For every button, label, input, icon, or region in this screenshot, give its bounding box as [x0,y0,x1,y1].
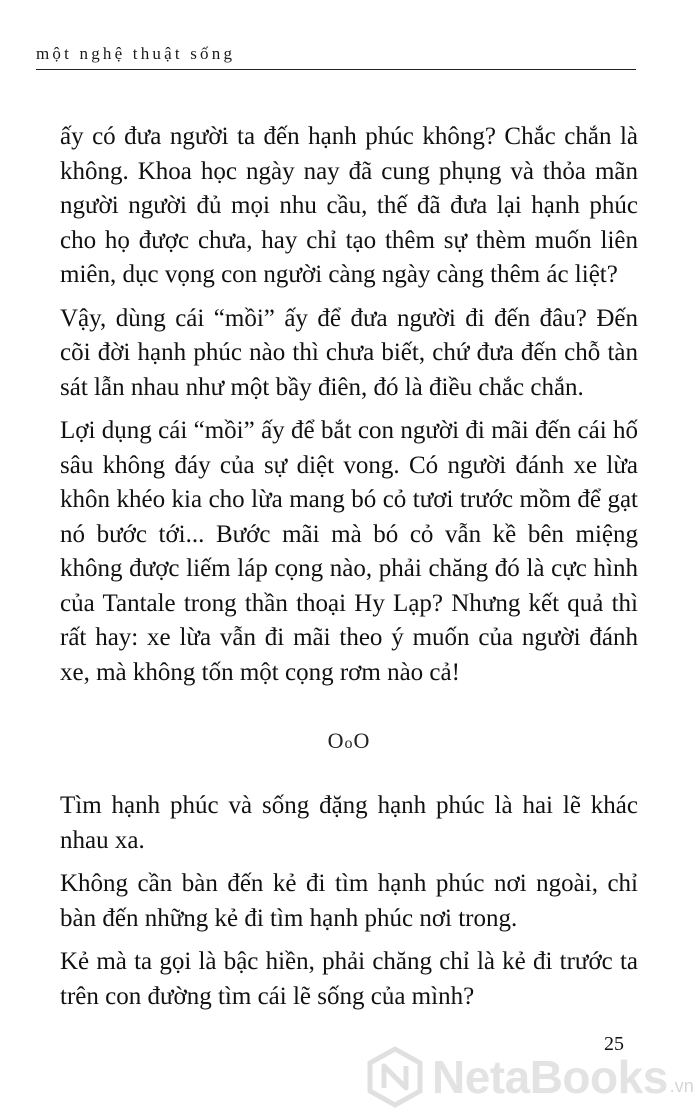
section-divider [60,726,638,759]
header-rule [36,69,636,70]
netabooks-logo-icon [364,1046,426,1108]
paragraph: Vậy, dùng cái “mồi” ấy để đưa người đi đến đâu? Đến cõi đời hạnh phúc nào thì chưa biết, chứ đưa đến chỗ tàn sát lẫn nhau như một bầy điên, đó là điều chắc chắn. [60,304,638,401]
divider-circle: O [353,728,371,753]
divider-circle-small: o [344,735,354,752]
paragraph: Kẻ mà ta gọi là bậc hiền, phải chăng chỉ là kẻ đi trước ta trên con đường tìm cái lẽ sống của mình? [60,948,638,1010]
watermark-tld: .vn [669,1075,694,1096]
page-number: 25 [604,1033,624,1055]
page-body [60,120,638,1023]
paragraph: Tìm hạnh phúc và sống đặng hạnh phúc là hai lẽ khác nhau xa. [60,792,638,854]
watermark-brand: NetaBooks [432,1051,668,1103]
divider-circle: O [327,728,345,753]
running-header: một nghệ thuật sống [36,44,236,63]
paragraph: Lợi dụng cái “mồi” ấy để bắt con người đi mãi đến cái hố sâu không đáy của sự diệt vong. Có người đánh xe lừa khôn khéo kia cho lừa mang bó cỏ tươi trước mồm để gạt nó bước tới... Bước mãi mà bó cỏ vẫn kề bên miệng không được liếm láp cọng nào, phải chăng đó là cực hình của Tantale trong thần thoại Hy Lạp? Nhưng kết quả thì rất hay: xe lừa vẫn đi mãi theo ý muốn của người đánh xe, mà không tốn một cọng rơm nào cả! [60,417,638,686]
watermark [364,1046,694,1108]
paragraph: ấy có đưa người ta đến hạnh phúc không? Chắc chắn là không. Khoa học ngày nay đã cung phụng và thỏa mãn người người đủ mọi nhu cầu, thế đã đưa lại hạnh phúc cho họ được chưa, hay chỉ tạo thêm sự thèm muốn liên miên, dục vọng con người càng ngày càng thêm ác liệt? [60,123,638,288]
paragraph: Không cần bàn đến kẻ đi tìm hạnh phúc nơi ngoài, chỉ bàn đến những kẻ đi tìm hạnh phúc nơi trong. [60,870,638,932]
